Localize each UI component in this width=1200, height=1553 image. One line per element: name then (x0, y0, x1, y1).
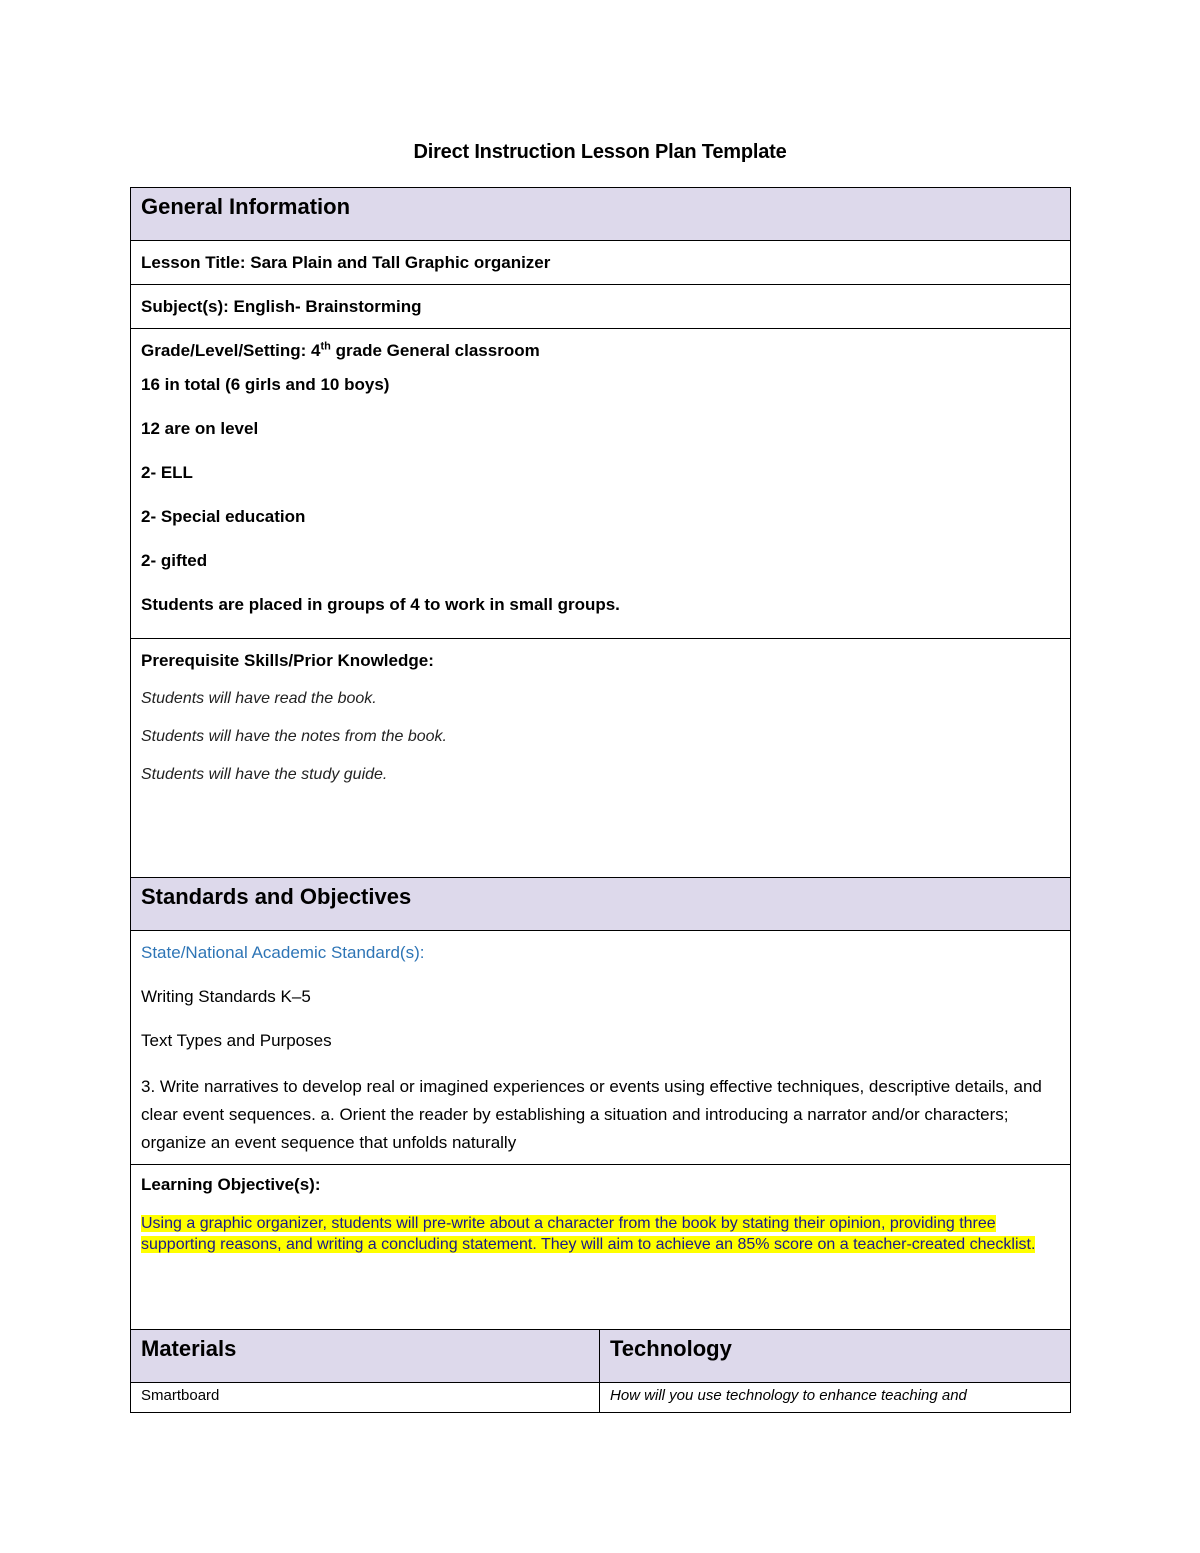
class-detail-line: 16 in total (6 girls and 10 boys) (141, 375, 390, 394)
prerequisite-item: Students will have read the book. (141, 690, 377, 707)
learning-objective-text: Using a graphic organizer, students will pre-write about a character from the book by stating their opinion, providing three supporting reasons, and writing a concluding statement. They will aim to achieve an 85% score on a teacher-created checklist. (141, 1215, 1036, 1253)
lesson-plan-table (130, 187, 1071, 1413)
grade-level-line (141, 329, 1060, 373)
learning-objective-cell (131, 1165, 1071, 1330)
subjects-row: Subject(s): English- Brainstorming (131, 285, 1071, 329)
grade-prefix: Grade/Level/Setting: 4 (141, 341, 321, 360)
prerequisite-item: Students will have the study guide. (141, 766, 388, 783)
prerequisite-cell (131, 639, 1071, 878)
prerequisite-item: Students will have the notes from the book. (141, 728, 447, 745)
standard-text: 3. Write narratives to develop real or imagined experiences or events using effective techniques, descriptive details, and clear event sequences. a. Orient the reader by establishing a situation and introducing a narrator and/or characters; organize an event sequence that unfolds naturally (141, 1077, 1042, 1152)
lesson-title-row: Lesson Title: Sara Plain and Tall Graphic organizer (131, 241, 1071, 285)
class-detail-line: Students are placed in groups of 4 to work in small groups. (141, 595, 620, 614)
materials-item: Smartboard (131, 1383, 600, 1413)
materials-header: Materials (131, 1330, 600, 1383)
class-detail-line: 2- gifted (141, 551, 208, 570)
learning-objective-label: Learning Objective(s): (141, 1175, 321, 1194)
grade-suffix: grade General classroom (330, 341, 540, 360)
state-standard-label: State/National Academic Standard(s): (141, 943, 425, 962)
standards-cell (131, 931, 1071, 1165)
grade-level-setting-cell (131, 329, 1071, 639)
class-detail-line: 12 are on level (141, 419, 259, 438)
writing-standards: Writing Standards K–5 (141, 987, 311, 1006)
technology-prompt: How will you use technology to enhance teaching and (600, 1383, 1071, 1413)
grade-superscript: th (320, 340, 331, 353)
learning-objective-text-wrap (141, 1213, 1060, 1255)
general-information-header: General Information (131, 188, 1071, 241)
technology-header: Technology (600, 1330, 1071, 1383)
text-types: Text Types and Purposes (141, 1031, 332, 1050)
class-detail-line: 2- Special education (141, 507, 306, 526)
class-detail-line: 2- ELL (141, 463, 193, 482)
standards-objectives-header: Standards and Objectives (131, 878, 1071, 931)
document-title: Direct Instruction Lesson Plan Template (413, 141, 787, 163)
prerequisite-label: Prerequisite Skills/Prior Knowledge: (141, 651, 434, 670)
